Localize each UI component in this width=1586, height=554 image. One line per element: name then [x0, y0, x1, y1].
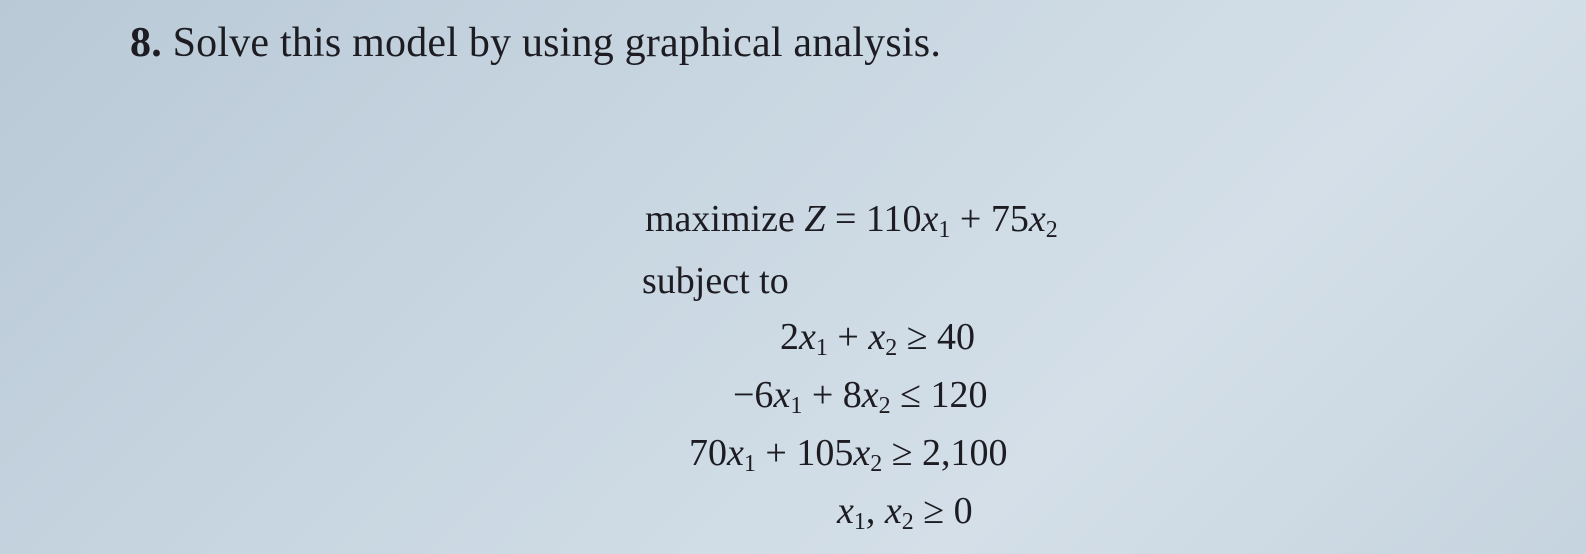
constraint-2: −6x1 + 8x2 ≤ 120 [733, 374, 988, 419]
problem-number: 8. [130, 20, 162, 66]
objective-variable: Z [804, 198, 826, 240]
objective-plus: + [959, 198, 982, 240]
objective-keyword: maximize [645, 198, 795, 240]
subject-to-label: subject to [642, 260, 789, 302]
objective-term1: 110x1 [865, 198, 951, 243]
objective-equals: = [834, 198, 857, 240]
constraint-3: 70x1 + 105x2 ≥ 2,100 [689, 432, 1008, 477]
objective-function [645, 200, 1058, 242]
objective-term2: 75x2 [990, 198, 1058, 243]
problem-instruction: Solve this model by using graphical analysis. [172, 20, 942, 66]
constraint-1: 2x1 + x2 ≥ 40 [780, 316, 976, 361]
problem-header [130, 22, 941, 64]
nonnegativity-constraint: x1, x2 ≥ 0 [837, 490, 973, 535]
